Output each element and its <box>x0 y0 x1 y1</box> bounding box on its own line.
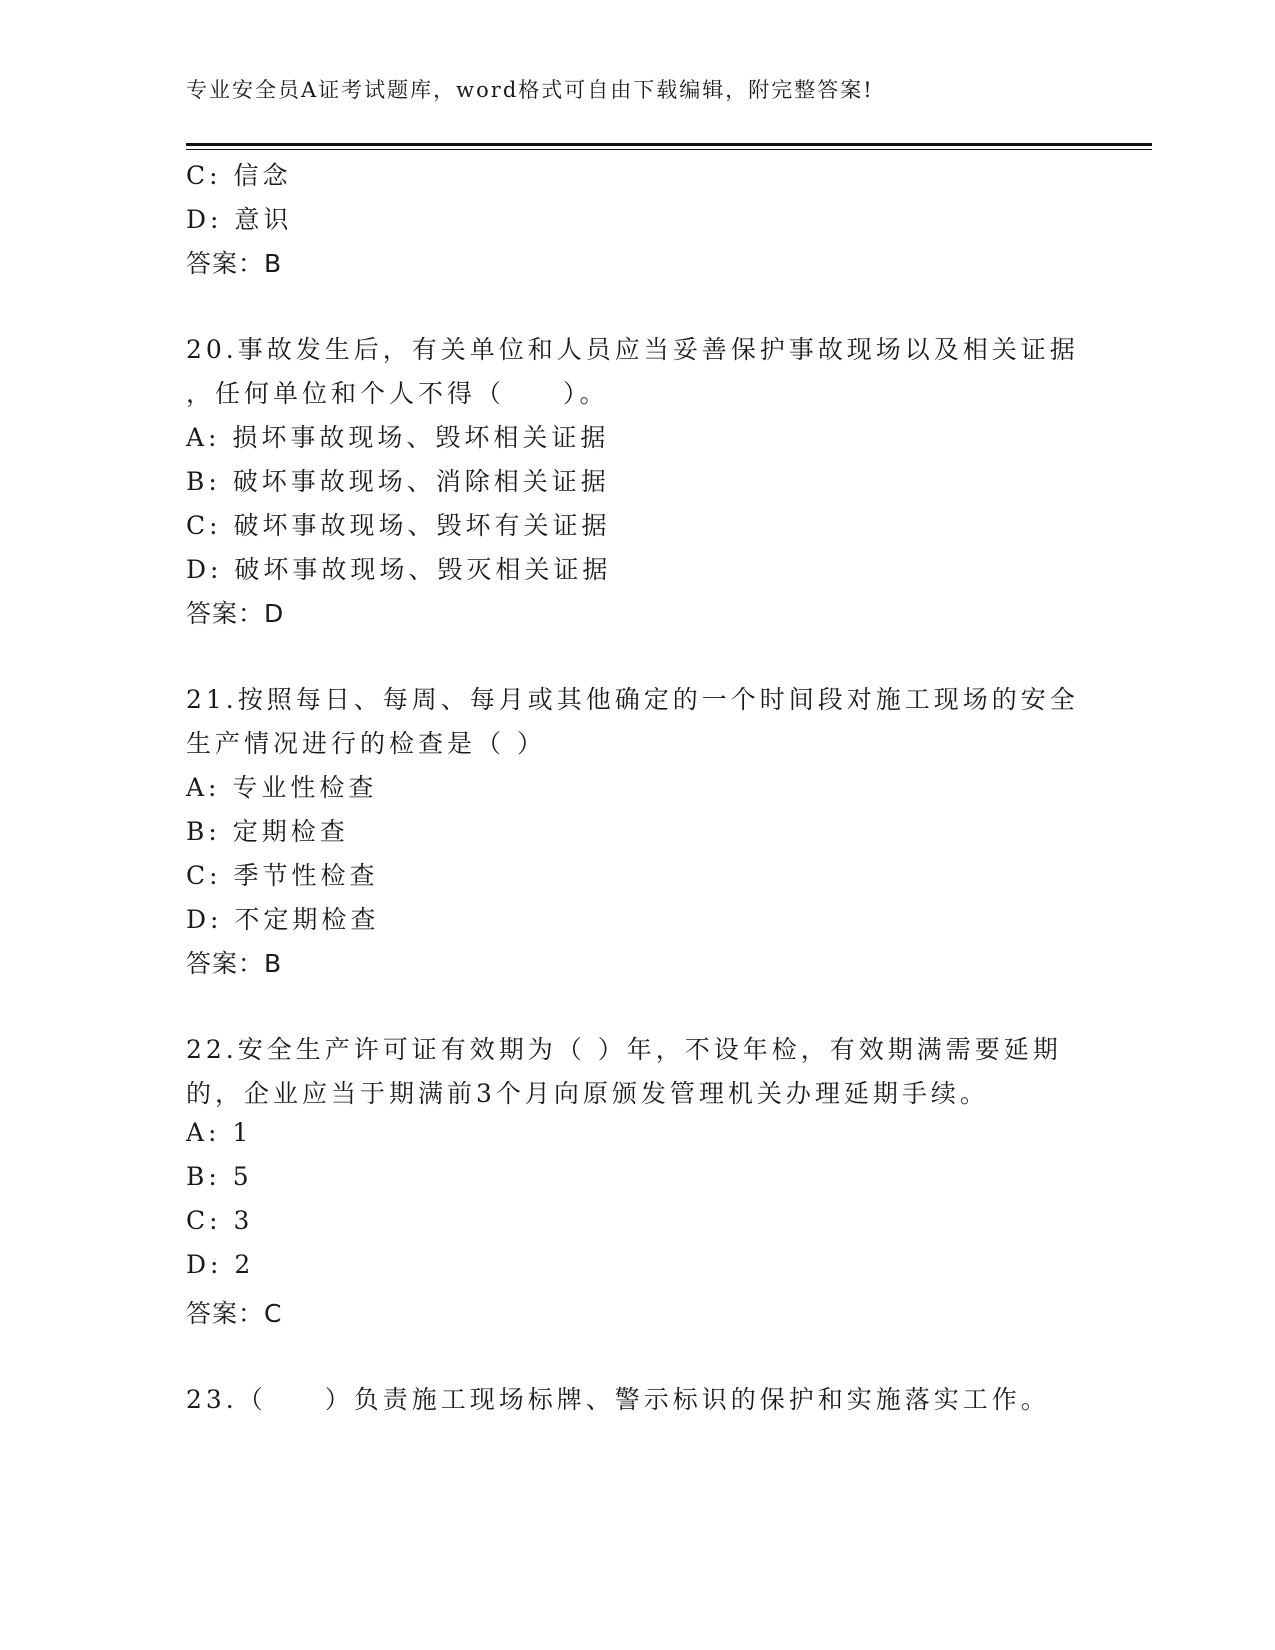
question-23-stem-line-1: 23.（ ）负责施工现场标牌、警示标识的保护和实施落实工作。 <box>186 1385 1050 1414</box>
question-21-option-a: A: 专业性检查 <box>186 773 378 802</box>
question-22-stem-line-1: 22.安全生产许可证有效期为（ ）年，不设年检，有效期满需要延期 <box>186 1035 1062 1064</box>
question-22-answer: 答案：C <box>186 1299 283 1328</box>
option-d: D: 意识 <box>186 205 293 234</box>
question-22-option-d: D: 2 <box>186 1250 255 1279</box>
question-21-option-b: B: 定期检查 <box>186 817 349 846</box>
question-22-stem-line-2: 的，企业应当于期满前3个月向原颁发管理机关办理延期手续。 <box>186 1079 989 1108</box>
question-20-option-d: D: 破坏事故现场、毁灭相关证据 <box>186 555 612 584</box>
answer-line: 答案：B <box>186 249 283 278</box>
question-20-option-b: B: 破坏事故现场、消除相关证据 <box>186 467 610 496</box>
header-rule-thin <box>186 149 1152 150</box>
question-22-option-c: C: 3 <box>186 1206 254 1235</box>
question-20-option-a: A: 损坏事故现场、毁坏相关证据 <box>186 423 610 452</box>
page-header: 专业安全员A证考试题库，word格式可自由下载编辑，附完整答案! <box>186 78 874 102</box>
option-c: C: 信念 <box>186 161 292 190</box>
header-rule-thick <box>186 143 1152 146</box>
question-20-answer: 答案：D <box>186 599 285 628</box>
question-21-answer: 答案：B <box>186 949 283 978</box>
question-21-stem-line-1: 21.按照每日、每周、每月或其他确定的一个时间段对施工现场的安全 <box>186 685 1079 714</box>
question-21-option-c: C: 季节性检查 <box>186 861 379 890</box>
question-21-stem-line-2: 生产情况进行的检查是（ ） <box>186 729 546 758</box>
question-21-option-d: D: 不定期检查 <box>186 905 380 934</box>
question-20-stem-line-1: 20.事故发生后，有关单位和人员应当妥善保护事故现场以及相关证据 <box>186 335 1079 364</box>
question-22-option-a: A: 1 <box>186 1118 253 1147</box>
question-20-option-c: C: 破坏事故现场、毁坏有关证据 <box>186 511 611 540</box>
question-20-stem-line-2: ，任何单位和个人不得（ ）。 <box>186 379 609 408</box>
question-22-option-b: B: 5 <box>186 1162 253 1191</box>
